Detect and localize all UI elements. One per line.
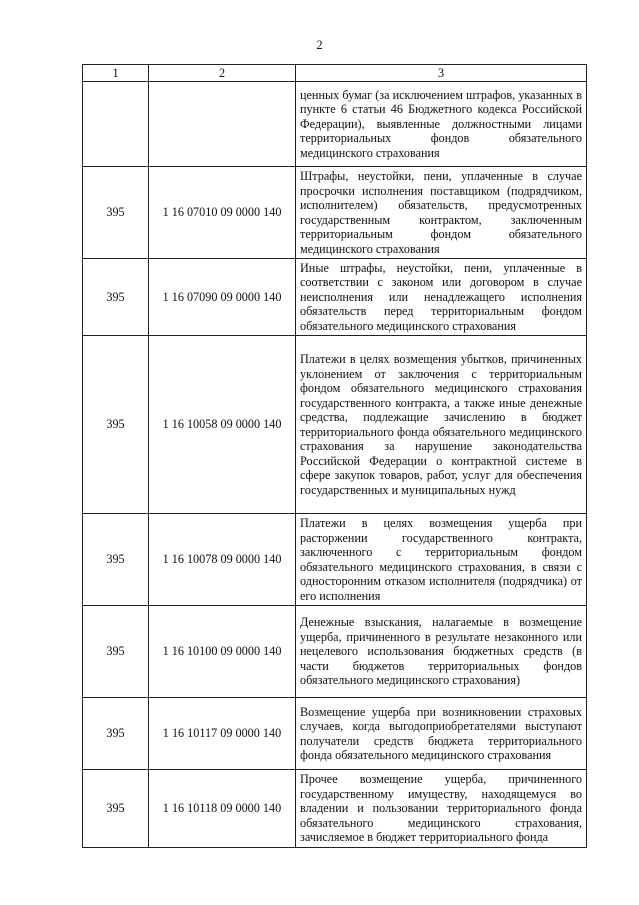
- kbk-code-cell: 1 16 07010 09 0000 140: [149, 167, 296, 259]
- kbk-code-cell: 1 16 10100 09 0000 140: [149, 606, 296, 698]
- table-row: [83, 259, 587, 336]
- table-row: [83, 606, 587, 698]
- kbk-code-cell: [149, 82, 296, 167]
- admin-code-cell: 395: [83, 770, 149, 848]
- table-row: [83, 167, 587, 259]
- table-header: [83, 65, 587, 82]
- column-header-1: 1: [83, 65, 149, 82]
- admin-code-cell: 395: [83, 336, 149, 514]
- description-cell: Прочее возмещение ущерба, причиненного государственному имуществу, находящемуся во владении и пользовании территориального фонда обязательного медицинского страхования, зачисляемое в бюджет территориального фонда: [296, 770, 587, 848]
- admin-code-cell: 395: [83, 167, 149, 259]
- description-cell: Денежные взыскания, налагаемые в возмещение ущерба, причиненного в результате незаконного или нецелевого использования бюджетных средств (в части бюджетов территориальных фондов обязательного медицинского страхования): [296, 606, 587, 698]
- description-cell: ценных бумаг (за исключением штрафов, указанных в пункте 6 статьи 46 Бюджетного кодекса Российской Федерации), выявленные должностными лицами территориальных фондов обязательного медицинского страхования: [296, 82, 587, 167]
- description-cell: Платежи в целях возмещения убытков, причиненных уклонением от заключения с территориальным фондом обязательного медицинского страхования государственного контракта, а также иные денежные средства, подлежащие зачислению в бюджет территориального фонда обязательного медицинского страхования за нарушение законодательства Российской Федерации о контрактной системе в сфере закупок товаров, работ, услуг для обеспечения государственных и муниципальных нужд: [296, 336, 587, 514]
- kbk-code-cell: 1 16 10058 09 0000 140: [149, 336, 296, 514]
- description-cell: Платежи в целях возмещения ущерба при расторжении государственного контракта, заключенного с территориальным фондом обязательного медицинского страхования, в связи с односторонним отказом исполнителя (подрядчика) от его исполнения: [296, 514, 587, 606]
- budget-codes-table: [82, 64, 587, 848]
- admin-code-cell: 395: [83, 698, 149, 770]
- table-row: [83, 514, 587, 606]
- header-row: [83, 65, 587, 82]
- table-row: [83, 336, 587, 514]
- kbk-code-cell: 1 16 10118 09 0000 140: [149, 770, 296, 848]
- description-cell: Штрафы, неустойки, пени, уплаченные в случае просрочки исполнения поставщиком (подрядчиком, исполнителем) обязательств, предусмотренных государственным контрактом, заключенным территориальным фондом обязательного медицинского страхования: [296, 167, 587, 259]
- kbk-code-cell: 1 16 10078 09 0000 140: [149, 514, 296, 606]
- admin-code-cell: [83, 82, 149, 167]
- kbk-code-cell: 1 16 10117 09 0000 140: [149, 698, 296, 770]
- column-header-3: 3: [296, 65, 587, 82]
- table-row: [83, 82, 587, 167]
- table-row: [83, 770, 587, 848]
- description-cell: Иные штрафы, неустойки, пени, уплаченные в соответствии с законом или договором в случае неисполнения или ненадлежащего исполнения обязательств перед территориальным фондом обязательного медицинского страхования: [296, 259, 587, 336]
- page-number: 2: [316, 38, 323, 52]
- admin-code-cell: 395: [83, 514, 149, 606]
- column-header-2: 2: [149, 65, 296, 82]
- table-body: [83, 82, 587, 848]
- admin-code-cell: 395: [83, 606, 149, 698]
- description-cell: Возмещение ущерба при возникновении страховых случаев, когда выгодоприобретателями выступают получатели средств бюджета территориального фонда обязательного медицинского страхования: [296, 698, 587, 770]
- table-row: [83, 698, 587, 770]
- kbk-code-cell: 1 16 07090 09 0000 140: [149, 259, 296, 336]
- admin-code-cell: 395: [83, 259, 149, 336]
